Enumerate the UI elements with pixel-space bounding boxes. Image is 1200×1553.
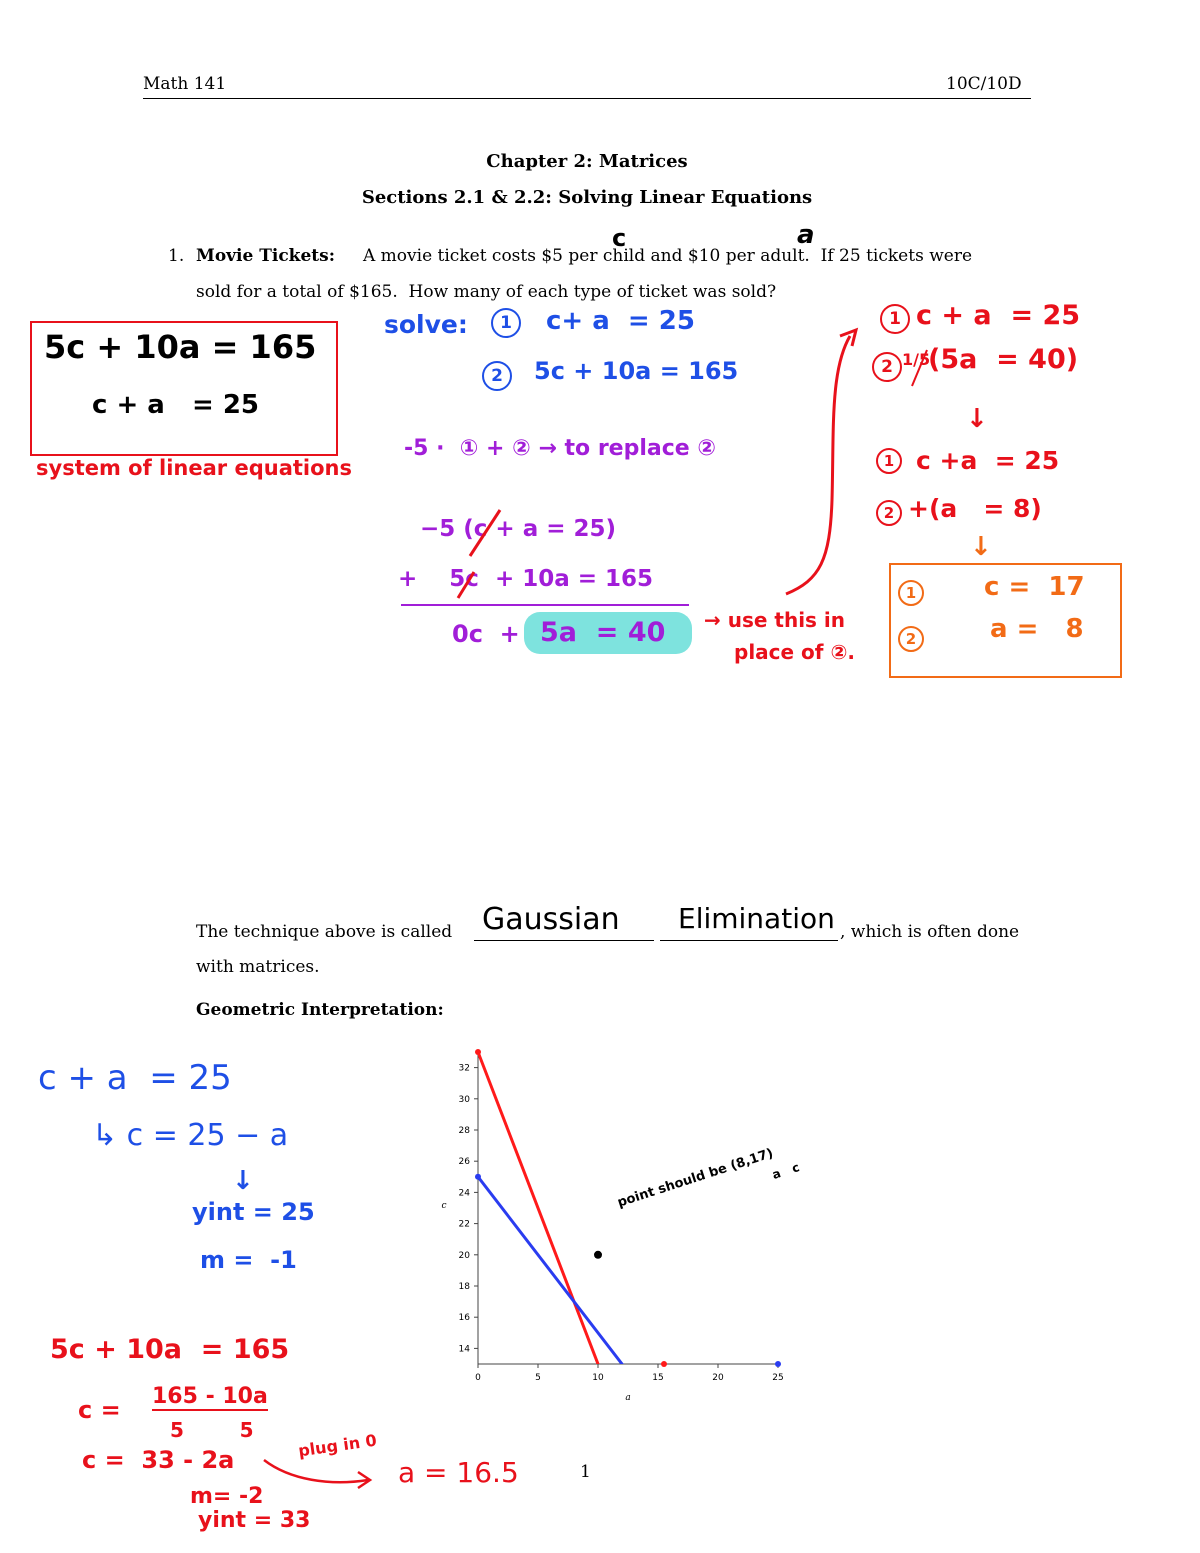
blue-line-end bbox=[775, 1361, 781, 1367]
crossout-stroke-2 bbox=[458, 572, 474, 598]
operation-result-highlight: 5a = 40 bbox=[524, 612, 692, 654]
right-s1: c + a = 25 bbox=[916, 300, 1081, 331]
blank-answer-1: Gaussian bbox=[482, 902, 620, 937]
answer-num1: 1 bbox=[898, 580, 924, 606]
y-tick-label: 22 bbox=[458, 1219, 470, 1230]
notes-c1: c = bbox=[78, 1396, 121, 1424]
intersection-point bbox=[594, 1251, 602, 1259]
notes-c2: c = 33 - 2a bbox=[82, 1446, 235, 1474]
x-tick-label: 15 bbox=[652, 1373, 664, 1383]
right-num2: 2 bbox=[872, 352, 902, 382]
connect-arrow bbox=[786, 336, 850, 594]
solve-eq2: 5c + 10a = 165 bbox=[534, 357, 739, 385]
system-eq1: 5c + 10a = 165 bbox=[44, 328, 317, 366]
notes-plug: plug in 0 bbox=[297, 1430, 378, 1461]
x-tick-label: 20 bbox=[712, 1373, 724, 1383]
notes-a-val: a = 16.5 bbox=[398, 1456, 519, 1489]
page-number: 1 bbox=[580, 1462, 591, 1482]
technique-line2: with matrices. bbox=[196, 957, 320, 977]
answer-c: c = 17 bbox=[984, 572, 1085, 602]
y-tick-label: 24 bbox=[458, 1188, 470, 1199]
blank-line-2 bbox=[660, 940, 838, 941]
operation-line1: −5 (c + a = 25) bbox=[420, 516, 617, 542]
x-tick-label: 5 bbox=[535, 1373, 541, 1383]
right-num1: 1 bbox=[880, 304, 910, 334]
chart-annotation-labels: a c bbox=[770, 1160, 802, 1182]
notes-step: ↳ c = 25 − a bbox=[92, 1118, 289, 1153]
solve-num1: 1 bbox=[491, 308, 521, 338]
y-tick-label: 30 bbox=[458, 1094, 470, 1105]
notes-eq2: 5c + 10a = 165 bbox=[50, 1334, 290, 1365]
blank-answer-2: Elimination bbox=[678, 902, 835, 935]
technique-before: The technique above is called bbox=[196, 922, 453, 942]
system-caption: system of linear equations bbox=[36, 456, 352, 480]
y-tick-label: 18 bbox=[458, 1282, 470, 1292]
answer-a: a = 8 bbox=[990, 614, 1084, 644]
line-chart bbox=[420, 1040, 820, 1420]
y-tick-label: 26 bbox=[458, 1157, 470, 1168]
x-axis-label: a bbox=[625, 1393, 631, 1403]
notes-c1-den: 5 5 bbox=[170, 1418, 254, 1442]
crossout-stroke bbox=[470, 510, 500, 556]
geometric-label: Geometric Interpretation: bbox=[196, 1000, 444, 1020]
operation-line2: + 5c + 10a = 165 bbox=[398, 566, 654, 592]
series-line-0 bbox=[478, 1052, 664, 1420]
right-arrow1: ↓ bbox=[966, 404, 988, 434]
operation-note1: → use this in bbox=[704, 608, 846, 632]
notes-arrow: ↓ bbox=[232, 1166, 254, 1196]
chapter-title: Chapter 2: Matrices bbox=[486, 151, 688, 172]
red-line-start bbox=[475, 1049, 481, 1055]
y-tick-label: 14 bbox=[458, 1344, 470, 1355]
y-tick-label: 32 bbox=[458, 1063, 470, 1074]
section-label: 10C/10D bbox=[946, 74, 1022, 94]
y-tick-label: 16 bbox=[458, 1313, 470, 1324]
technique-after: , which is often done bbox=[840, 922, 1020, 942]
plug-arrow bbox=[260, 1454, 380, 1494]
notes-yint2: yint = 33 bbox=[198, 1508, 311, 1533]
x-tick-label: 25 bbox=[772, 1373, 784, 1383]
right-s2-frac: 1/5 bbox=[902, 350, 931, 369]
notes-eq: c + a = 25 bbox=[38, 1058, 232, 1098]
right-s4: +(a = 8) bbox=[908, 494, 1042, 523]
notes-m: m = -1 bbox=[200, 1246, 297, 1274]
x-tick-label: 10 bbox=[592, 1373, 604, 1383]
right-num2b: 2 bbox=[876, 500, 902, 526]
notes-c1-num: 165 - 10a bbox=[152, 1384, 268, 1409]
answer-num2: 2 bbox=[898, 626, 924, 652]
problem-line2: sold for a total of $165. How many of each type of ticket was sold? bbox=[196, 282, 777, 302]
x-tick-label: 0 bbox=[475, 1373, 481, 1383]
right-arrow2: ↓ bbox=[970, 532, 992, 562]
notes-m2: m= -2 bbox=[190, 1484, 264, 1509]
red-line-end bbox=[661, 1361, 667, 1367]
operation-note2: place of ②. bbox=[734, 640, 855, 664]
system-eq2: c + a = 25 bbox=[92, 390, 260, 420]
y-axis-label: c bbox=[441, 1201, 447, 1211]
solve-eq1: c+ a = 25 bbox=[546, 306, 695, 336]
course-label: Math 141 bbox=[143, 74, 227, 94]
chart-annotation: point should be (8,17) bbox=[615, 1146, 776, 1211]
series-line-1 bbox=[478, 1177, 778, 1420]
note-c: c bbox=[612, 224, 627, 252]
blank-line-1 bbox=[474, 940, 654, 941]
problem-number: 1. bbox=[168, 246, 185, 266]
problem-heading: Movie Tickets: bbox=[196, 246, 335, 266]
y-tick-label: 20 bbox=[458, 1250, 470, 1261]
note-a: a bbox=[797, 220, 815, 250]
right-s3: c +a = 25 bbox=[916, 446, 1060, 475]
operation-result-left: 0c + bbox=[452, 620, 520, 648]
right-num1b: 1 bbox=[876, 448, 902, 474]
solve-label: solve: bbox=[384, 310, 468, 339]
notes-yint: yint = 25 bbox=[192, 1198, 315, 1226]
right-s2: (5a = 40) bbox=[928, 344, 1079, 375]
operation-text: -5 · ① + ② → to replace ② bbox=[404, 436, 716, 461]
section-title: Sections 2.1 & 2.2: Solving Linear Equations bbox=[361, 187, 813, 208]
y-tick-label: 28 bbox=[458, 1126, 470, 1136]
solve-num2: 2 bbox=[482, 361, 512, 391]
problem-line1: A movie ticket costs $5 per child and $10 per adult. If 25 tickets were bbox=[363, 246, 973, 266]
blue-line-start bbox=[475, 1174, 481, 1180]
